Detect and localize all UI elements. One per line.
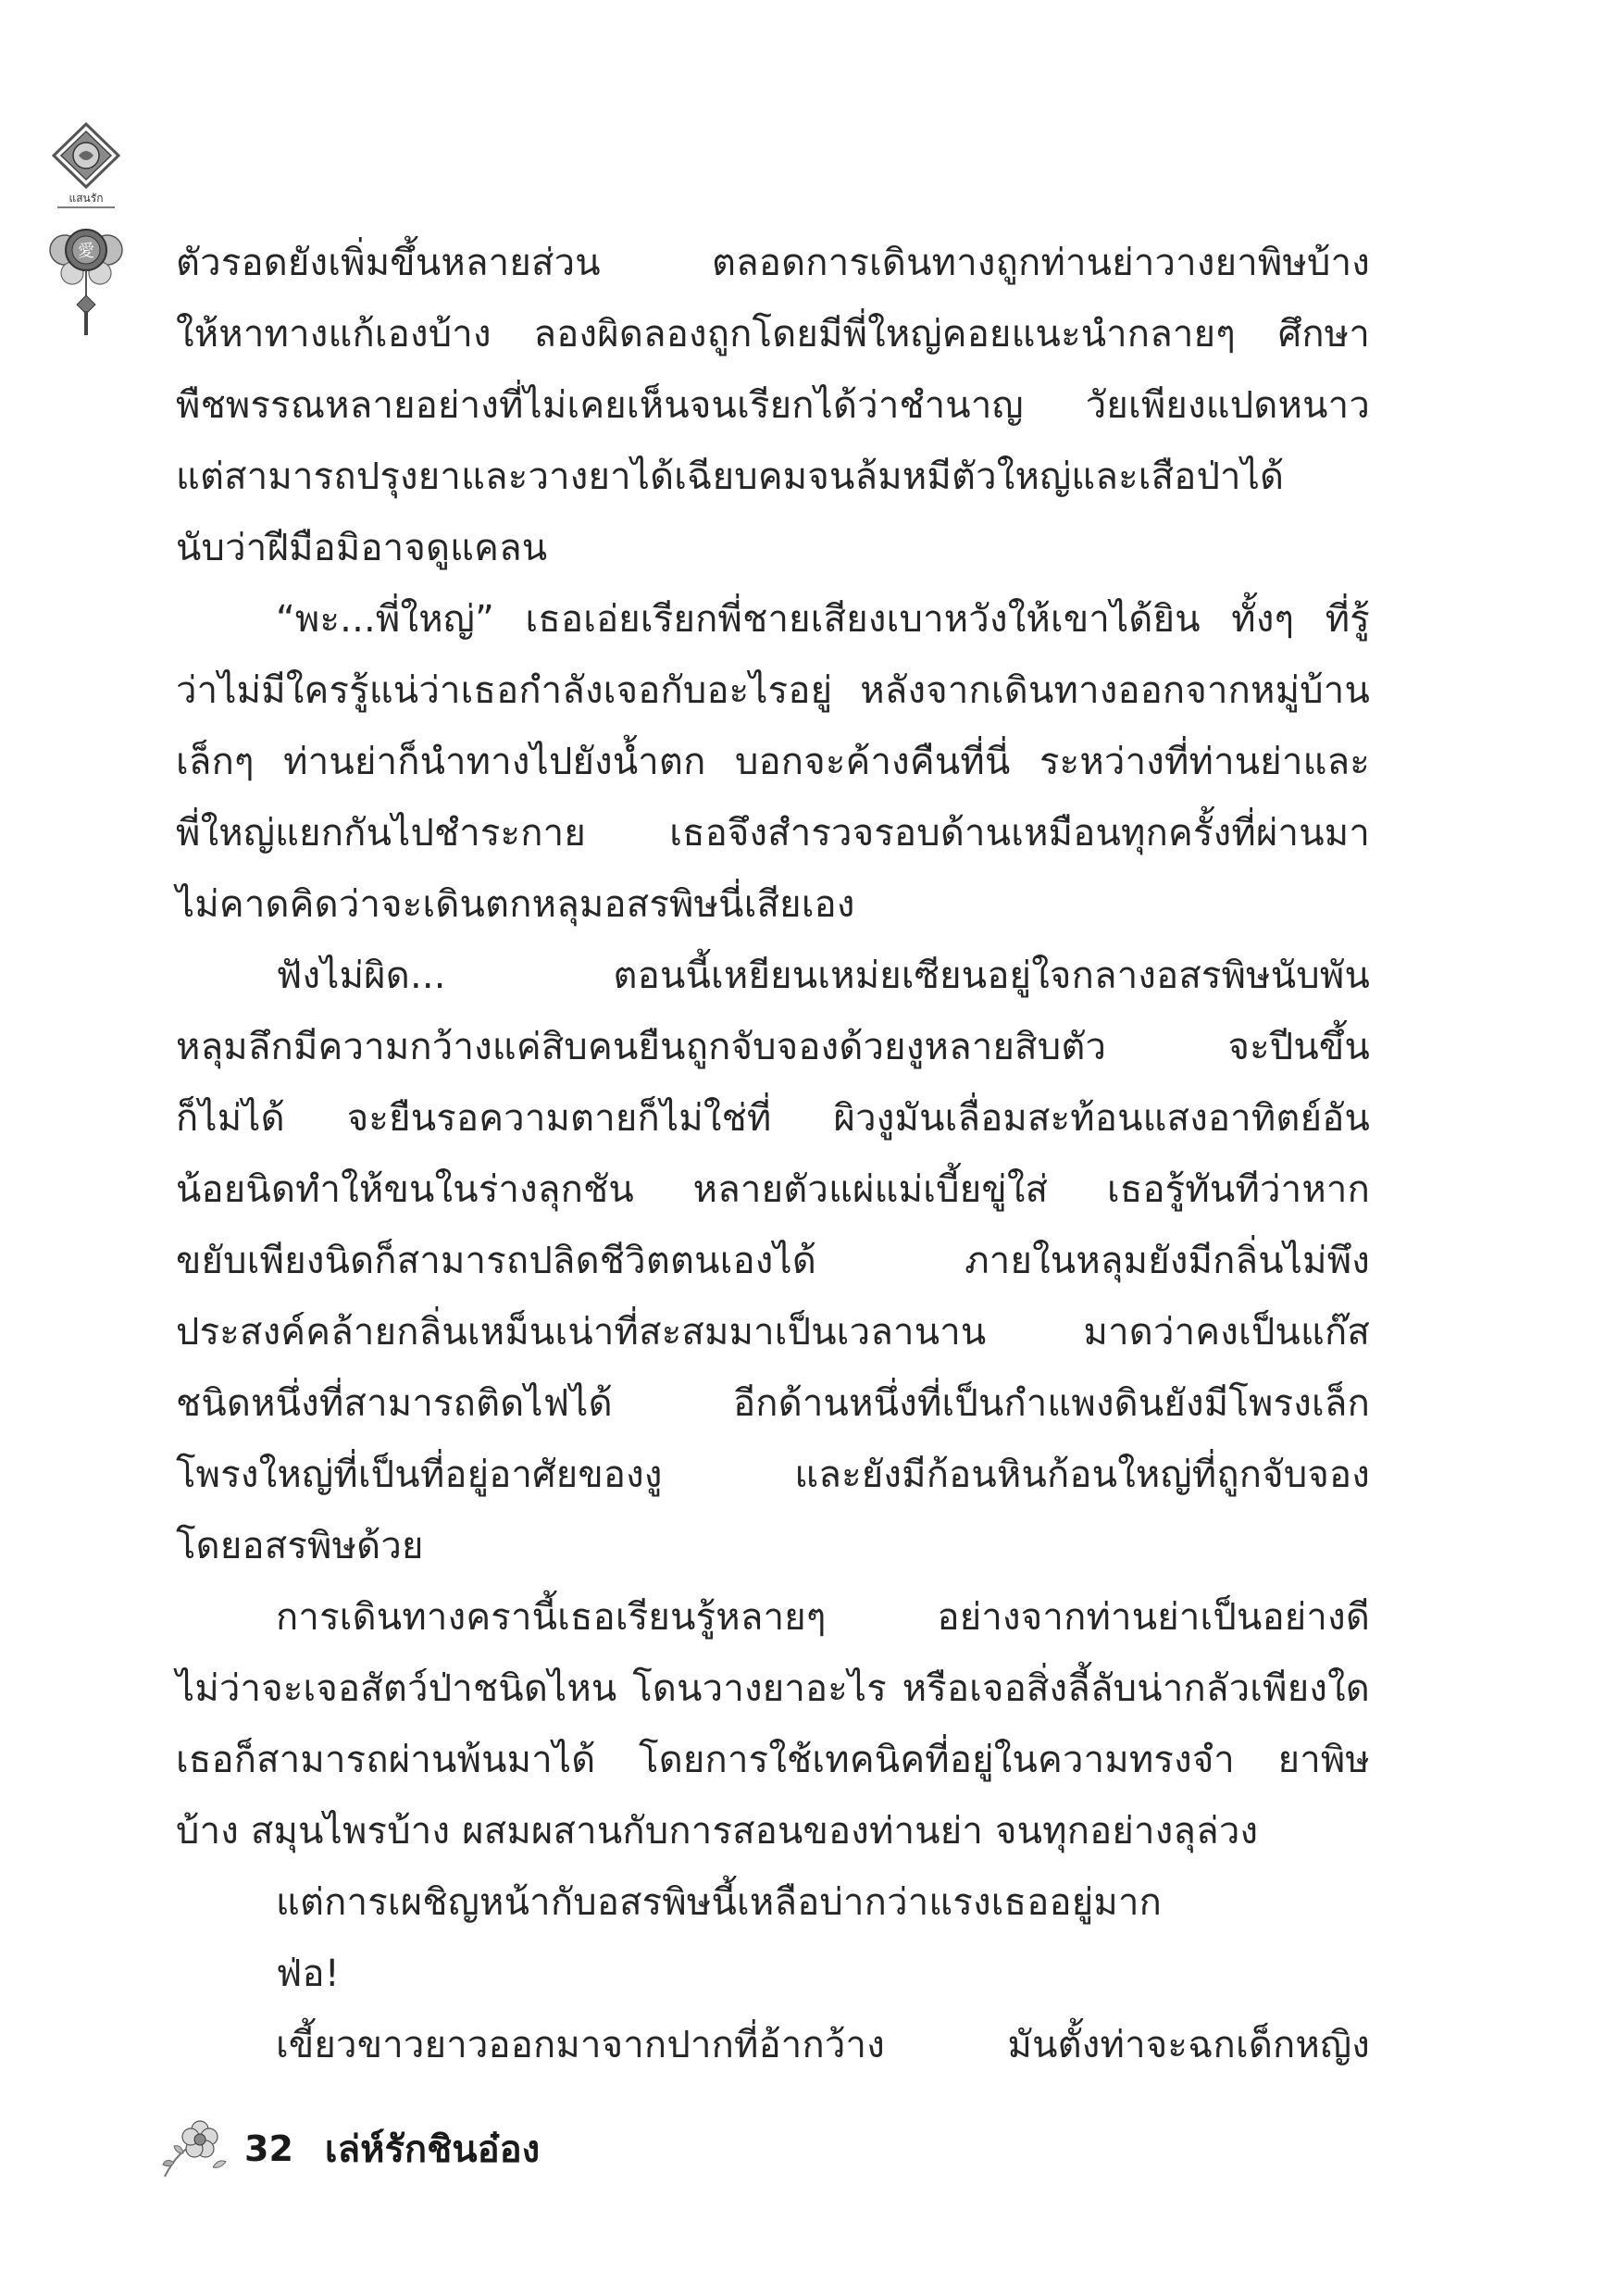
text-line: แต่สามารถปรุงยาและวางยาได้เฉียบคมจนล้มหมีตัวใหญ่และเสือป่าได้ xyxy=(176,455,1285,498)
page-number: 32 xyxy=(244,2128,293,2169)
text-line: เล็กๆ ท่านย่าก็นำทางไปยังน้ำตก บอกจะค้างคืนที่นี่ ระหว่างที่ท่านย่าและ xyxy=(176,741,1370,783)
seal-glyph: 愛 xyxy=(78,242,94,261)
book-title: เล่ห์รักชินอ๋อง xyxy=(324,2128,541,2171)
text-line: ตัวรอดยังเพิ่มขึ้นหลายส่วน ตลอดการเดินทางถูกท่านย่าวางยาพิษบ้าง xyxy=(176,242,1370,284)
text-line: ก็ไม่ได้ จะยืนรอความตายก็ไม่ใช่ที่ ผิวงูมันเลื่อมสะท้อนแสงอาทิตย์อัน xyxy=(176,1097,1370,1140)
text-line: โดยอสรพิษด้วย xyxy=(176,1525,424,1567)
text-line: ว่าไม่มีใครรู้แน่ว่าเธอกำลังเจอกับอะไรอยู่ หลังจากเดินทางออกจากหมู่บ้าน xyxy=(176,669,1370,712)
text-line: หลุมลึกมีความกว้างแค่สิบคนยืนถูกจับจองด้วยงูหลายสิบตัว จะปีนขึ้น xyxy=(176,1026,1370,1068)
text-line: บ้าง สมุนไพรบ้าง ผสมผสานกับการสอนของท่านย่า จนทุกอย่างลุล่วง xyxy=(176,1810,1259,1853)
text-line: เธอก็สามารถผ่านพ้นมาได้ โดยการใช้เทคนิคที่อยู่ในความทรงจำ ยาพิษ xyxy=(176,1739,1370,1781)
text-line: ไม่ว่าจะเจอสัตว์ป่าชนิดไหน โดนวางยาอะไร หรือเจอสิ่งลี้ลับน่ากลัวเพียงใด xyxy=(176,1667,1370,1710)
body-text xyxy=(176,228,1370,2081)
text-line: “พะ...พี่ใหญ่” เธอเอ่ยเรียกพี่ชายเสียงเบาหวังให้เขาได้ยิน ทั้งๆ ที่รู้ xyxy=(276,598,1370,641)
text-line: ฟังไม่ผิด... ตอนนี้เหยียนเหม่ยเซียนอยู่ใจกลางอสรพิษนับพัน xyxy=(276,955,1370,997)
text-line: การเดินทางครานี้เธอเรียนรู้หลายๆ อย่างจากท่านย่าเป็นอย่างดี xyxy=(276,1596,1370,1639)
text-line: ประสงค์คล้ายกลิ่นเหม็นเน่าที่สะสมมาเป็นเวลานาน มาดว่าคงเป็นแก๊ส xyxy=(176,1311,1370,1354)
text-line: ไม่คาดคิดว่าจะเดินตกหลุมอสรพิษนี่เสียเอง xyxy=(176,883,855,926)
text-line: เขี้ยวขาวยาวออกมาจากปากที่อ้ากว้าง มันตั้งท่าจะฉกเด็กหญิง xyxy=(276,2024,1370,2066)
text-line: ชนิดหนึ่งที่สามารถติดไฟได้ อีกด้านหนึ่งที่เป็นกำแพงดินยังมีโพรงเล็ก xyxy=(176,1382,1370,1425)
text-line: ฟ่อ! xyxy=(276,1953,340,1995)
ornament-label: แสนรัก xyxy=(68,192,104,205)
page-footer xyxy=(156,2107,540,2190)
text-line: ขยับเพียงนิดก็สามารถปลิดชีวิตตนเองได้ ภายในหลุมยังมีกลิ่นไม่พึง xyxy=(176,1240,1370,1282)
flower-ornament-icon xyxy=(156,2112,230,2186)
text-line: นับว่าฝีมือมิอาจดูแคลน xyxy=(176,527,548,569)
text-line: แต่การเผชิญหน้ากับอสรพิษนี้เหลือบ่ากว่าแรงเธออยู่มาก xyxy=(276,1881,1163,1924)
text-line: พี่ใหญ่แยกกันไปชำระกาย เธอจึงสำรวจรอบด้านเหมือนทุกครั้งที่ผ่านมา xyxy=(176,812,1370,855)
text-line: น้อยนิดทำให้ขนในร่างลุกชัน หลายตัวแผ่แม่เบี้ยขู่ใส่ เธอรู้ทันทีว่าหาก xyxy=(176,1168,1370,1211)
text-line: พืชพรรณหลายอย่างที่ไม่เคยเห็นจนเรียกได้ว่าชำนาญ วัยเพียงแปดหนาว xyxy=(176,384,1370,427)
text-line: โพรงใหญ่ที่เป็นที่อยู่อาศัยของงู และยังมีก้อนหินก้อนใหญ่ที่ถูกจับจอง xyxy=(176,1454,1370,1496)
text-line: ให้หาทางแก้เองบ้าง ลองผิดลองถูกโดยมีพี่ใหญ่คอยแนะนำกลายๆ ศึกษา xyxy=(176,313,1370,356)
decorative-seal-ornament-icon xyxy=(44,120,128,343)
